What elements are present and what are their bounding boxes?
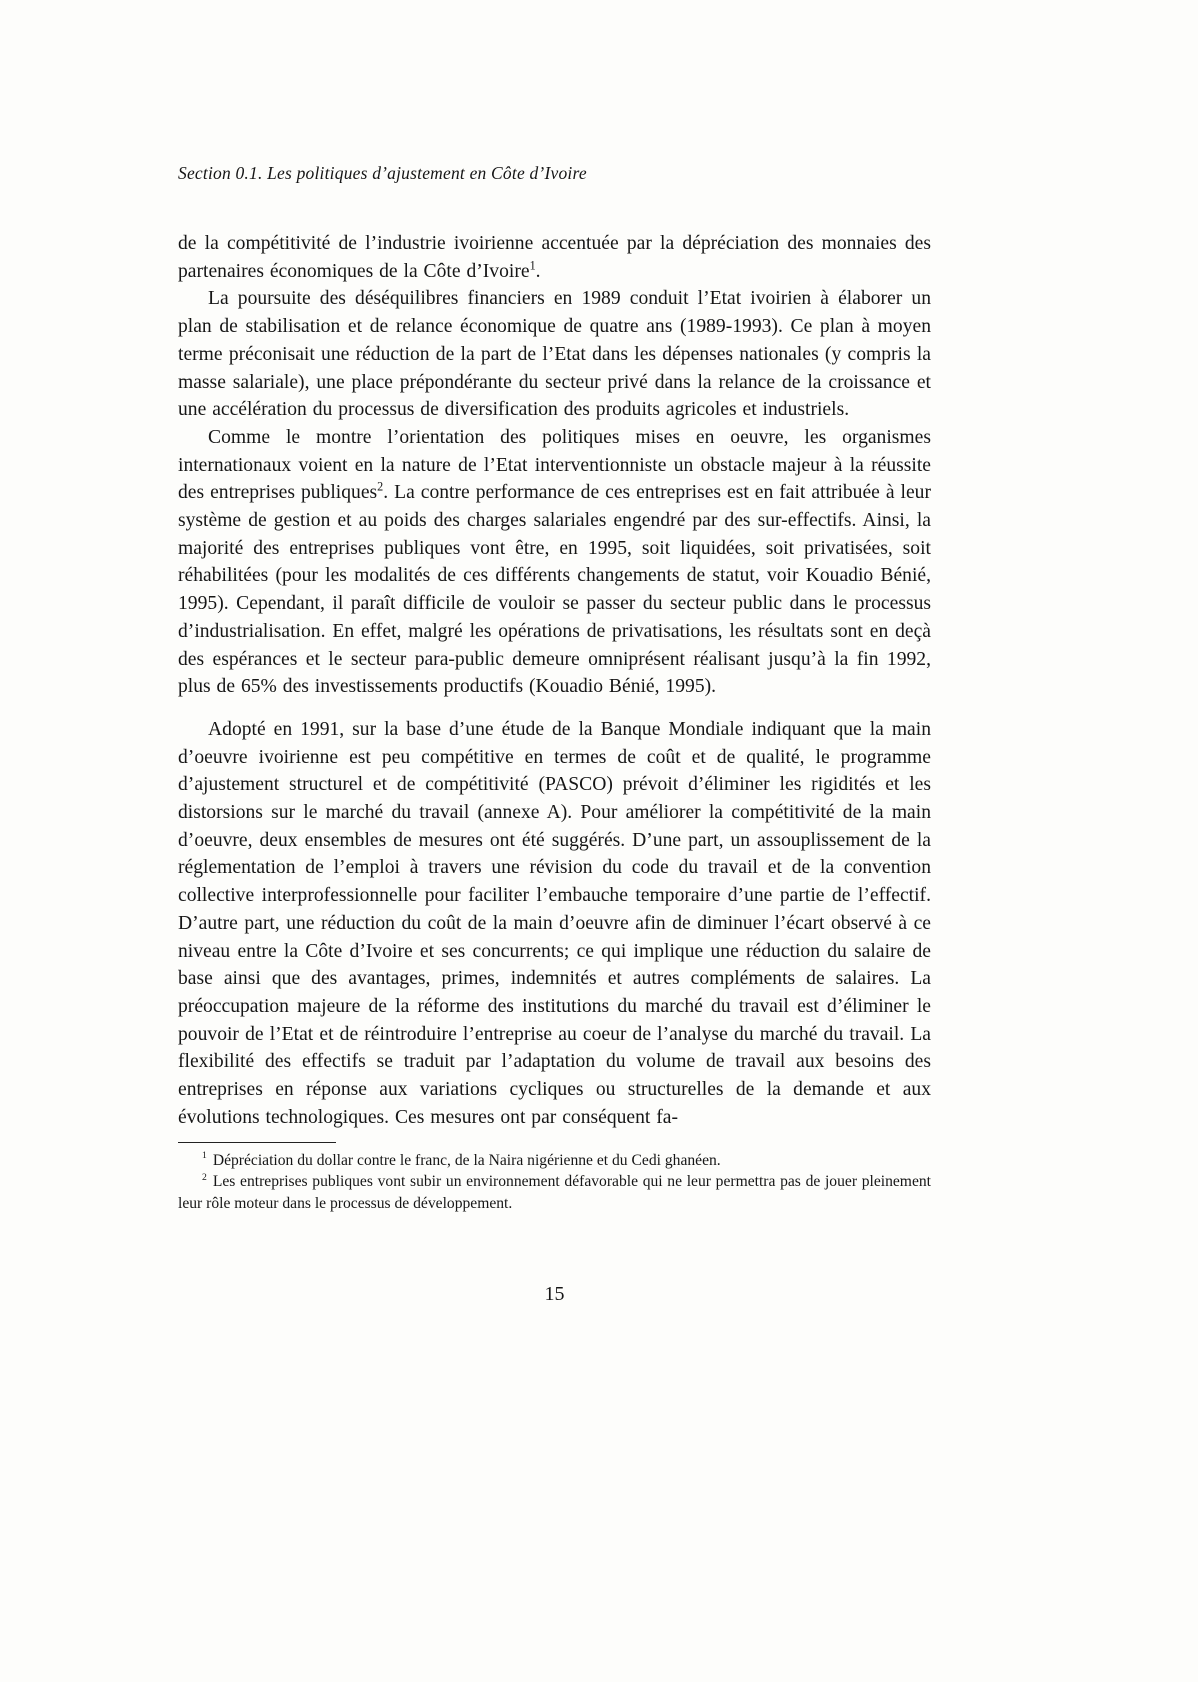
page-number: 15 xyxy=(544,1283,565,1305)
footnote-list xyxy=(178,1150,931,1215)
footnote-ref: 2 xyxy=(377,479,384,494)
paragraph: Adopté en 1991, sur la base d’une étude de la Banque Mondiale indiquant que la main d’oeuvre ivoirienne est peu compétitive en termes de coût et de qualité, le programme d’ajustement structurel et de compétitivité (PASCO) prévoit d’éliminer les rigidités et les distorsions sur le marché du travail (annexe A). Pour améliorer la compétitivité de la main d’oeuvre, deux ensembles de mesures ont été suggérés. D’une part, un assouplissement de la réglementation de l’emploi à travers une révision du code du travail et de la convention collective interprofessionnelle pour faciliter l’embauche temporaire d’une partie de l’effectif. D’autre part, une réduction du coût de la main d’oeuvre afin de diminuer l’écart observé à ce niveau entre la Côte d’Ivoire et ses concurrents; ce qui implique une réduction du salaire de base ainsi que des avantages, primes, indemnités et autres compléments de salaires. La préoccupation majeure de la réforme des institutions du marché du travail est d’éliminer le pouvoir de l’Etat et de réintroduire l’entreprise au coeur de l’analyse du marché du travail. La flexibilité des effectifs se traduit par l’adaptation du volume de travail aux besoins des entreprises en réponse aux variations cycliques ou structurelles de la demande et aux évolutions technologiques. Ces mesures ont par conséquent fa- xyxy=(178,718,931,1128)
paragraph: Comme le montre l’orientation des politiques mises en oeuvre, les organismes internationaux voient en la nature de l’Etat interventionniste un obstacle majeur à la réussite des entreprises publiques$^2$. La contre performance de ces entreprises est en fait attribuée à leur système de gestion et au poids des charges salariales engendré par des sur-effectifs. Ainsi, la majorité des entreprises publiques vont être, en 1995, soit liquidées, soit privatisées, soit réhabilitées (pour les modalités de ces différents changements de statut, voir Kouadio Bénié, 1995). Cependant, il paraît difficile de vouloir se passer du secteur public dans le processus d’industrialisation. En effet, malgré les opérations de privatisations, les résultats sont en deçà des espérances et le secteur para-public demeure omniprésent réalisant jusqu’à la fin 1992, plus de 65% des investissements productifs (Kouadio Bénié, 1995). xyxy=(178,426,931,698)
paragraph: de la compétitivité de l’industrie ivoirienne accentuée par la dépréciation des monnaies des partenaires économiques de la Côte d’Ivoire$^1$. xyxy=(178,233,931,282)
footnote-area xyxy=(178,1142,931,1215)
paragraph: La poursuite des déséquilibres financiers en 1989 conduit l’Etat ivoirien à élaborer un plan de stabilisation et de relance économique de quatre ans (1989-1993). Ce plan à moyen terme préconisait une réduction de la part de l’Etat dans les dépenses nationales (y compris la masse salariale), une place prépondérante du secteur privé dans la relance de la croissance et une accélération du processus de diversification des produits agricoles et industriels. xyxy=(178,288,931,421)
body-text xyxy=(178,230,931,1132)
page-content xyxy=(178,163,931,1214)
footnote-rule xyxy=(178,1142,336,1143)
footnote-ref: 1 xyxy=(529,258,536,273)
footnote-marker: 2 xyxy=(202,1171,207,1183)
footnote: $^2$ Les entreprises publiques vont subir un environnement défavorable qui ne leur permettra pas de jouer pleinement leur rôle moteur dans le processus de développement. xyxy=(178,1171,931,1212)
running-header: Section 0.1. Les politiques d’ajustement en Côte d’Ivoire xyxy=(178,163,587,183)
footnote-marker: 1 xyxy=(202,1150,207,1162)
footnote: $^1$ Dépréciation du dollar contre le franc, de la Naira nigérienne et du Cedi ghanéen. xyxy=(202,1150,721,1169)
